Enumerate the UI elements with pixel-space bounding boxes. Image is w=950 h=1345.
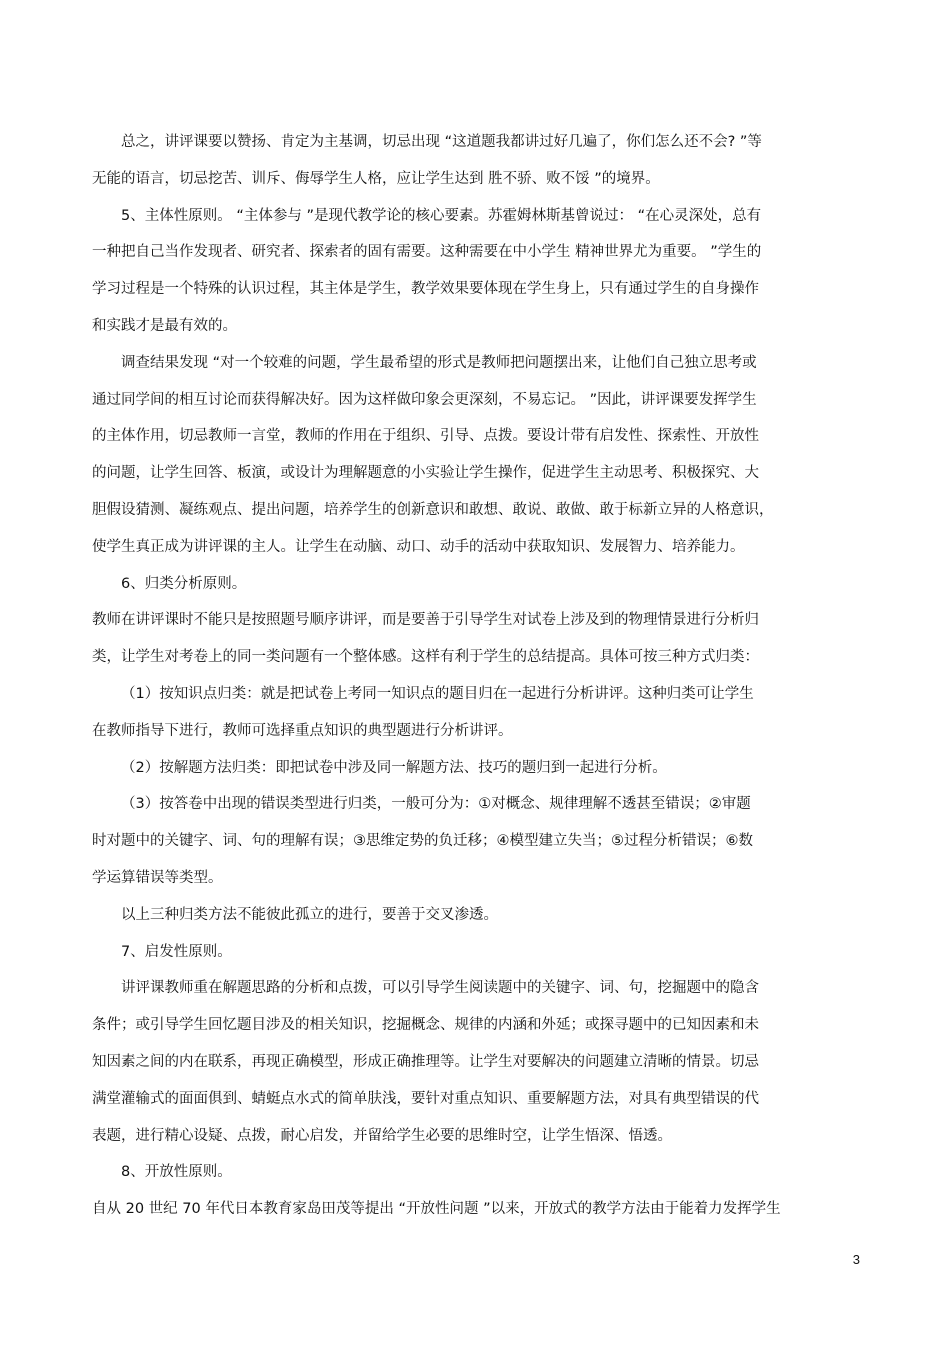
paragraph [92, 970, 872, 1154]
text-line: 6、归类分析原则。 [121, 575, 247, 592]
text-line: 条件；或引导学生回忆题目涉及的相关知识，挖掘概念、规律的内涵和外延；或探寻题中的已知因素和未 [92, 1017, 759, 1034]
text-line: 使学生真正成为讲评课的主人。让学生在动脑、动口、动手的活动中获取知识、发展智力、培养能力。 [92, 538, 745, 555]
text-line: 学运算错误等类型。 [92, 869, 223, 886]
paragraph [92, 934, 872, 971]
text-line: 自从 20 世纪 70 年代日本教育家岛田茂等提出 “开放性问题 ”以来，开放式的教学方法由于能着力发挥学生 [92, 1201, 781, 1218]
text-line: 知因素之间的内在联系，再现正确模型，形成正确推理等。让学生对要解决的问题建立清晰的情景。切忌 [92, 1053, 759, 1070]
paragraph [92, 786, 872, 896]
text-line: 一种把自己当作发现者、研究者、探索者的固有需要。这种需要在中小学生 精神世界尤为重要。 ”学生的 [92, 244, 762, 261]
text-line: 讲评课教师重在解题思路的分析和点拨，可以引导学生阅读题中的关键字、词、句，挖掘题中的隐含 [121, 980, 759, 997]
paragraph [92, 1154, 872, 1191]
paragraph [92, 198, 872, 345]
paragraph [92, 750, 872, 787]
text-line: （2）按解题方法归类：即把试卷中涉及同一解题方法、技巧的题归到一起进行分析。 [121, 759, 667, 776]
text-line: 调查结果发现 “对一个较难的问题，学生最希望的形式是教师把问题摆出来，让他们自己独立思考或 [121, 354, 757, 371]
text-line: 无能的语言，切忌挖苦、训斥、侮辱学生人格，应让学生达到 胜不骄、败不馁 ”的境界。 [92, 170, 660, 187]
paragraph [92, 1191, 872, 1228]
text-line: 满堂灌输式的面面俱到、蜻蜓点水式的简单肤浅，要针对重点知识、重要解题方法，对具有典型错误的代 [92, 1090, 759, 1107]
paragraph [92, 676, 872, 750]
text-line: 类，让学生对考卷上的同一类问题有一个整体感。这样有利于学生的总结提高。具体可按三种方式归类： [92, 649, 759, 666]
paragraph [92, 124, 872, 198]
text-line: 5、主体性原则。 “主体参与 ”是现代教学论的核心要素。苏霍姆林斯基曾说过： “在心灵深处，总有 [121, 207, 762, 224]
text-line: 学习过程是一个特殊的认识过程，其主体是学生，教学效果要体现在学生身上，只有通过学生的自身操作 [92, 281, 759, 298]
text-line: 和实践才是最有效的。 [92, 317, 237, 334]
paragraph [92, 602, 872, 676]
text-line: 时对题中的关键字、词、句的理解有误；③思维定势的负迁移；④模型建立失当；⑤过程分析错误；⑥数 [92, 833, 753, 850]
text-line: 总之，讲评课要以赞扬、肯定为主基调，切忌出现 “这道题我都讲过好几遍了，你们怎么还不会? ”等 [121, 134, 762, 150]
page-number: 3 [852, 1252, 860, 1267]
text-line: 以上三种归类方法不能彼此孤立的进行，要善于交叉渗透。 [121, 906, 498, 923]
paragraph [92, 566, 872, 603]
text-line: 8、开放性原则。 [121, 1164, 232, 1181]
text-line: 7、启发性原则。 [121, 943, 232, 960]
text-line: 通过同学间的相互讨论而获得解决好。因为这样做印象会更深刻，不易忘记。 ”因此，讲评课要发挥学生 [92, 391, 757, 408]
text-line: 的主体作用，切忌教师一言堂，教师的作用在于组织、引导、点拨。要设计带有启发性、探索性、开放性 [92, 428, 759, 445]
text-line: 教师在讲评课时不能只是按照题号顺序讲评，而是要善于引导学生对试卷上涉及到的物理情景进行分析归 [92, 612, 759, 629]
text-line: 表题，进行精心设疑、点拨，耐心启发，并留给学生必要的思维时空，让学生悟深、悟透。 [92, 1127, 672, 1144]
text-line: 胆假设猜测、凝练观点、提出问题，培养学生的创新意识和敢想、敢说、敢做、敢于标新立异的人格意识， [92, 501, 774, 518]
text-line: （1）按知识点归类：就是把试卷上考同一知识点的题目归在一起进行分析讲评。这种归类可让学生 [121, 685, 754, 702]
body-text [92, 124, 872, 1228]
paragraph [92, 897, 872, 934]
paragraph [92, 345, 872, 566]
text-line: 的问题，让学生回答、板演，或设计为理解题意的小实验让学生操作，促进学生主动思考、积极探究、大 [92, 465, 759, 482]
text-line: 在教师指导下进行，教师可选择重点知识的典型题进行分析讲评。 [92, 722, 513, 739]
text-line: （3）按答卷中出现的错误类型进行归类，一般可分为：①对概念、规律理解不透甚至错误；②审题 [121, 796, 751, 813]
